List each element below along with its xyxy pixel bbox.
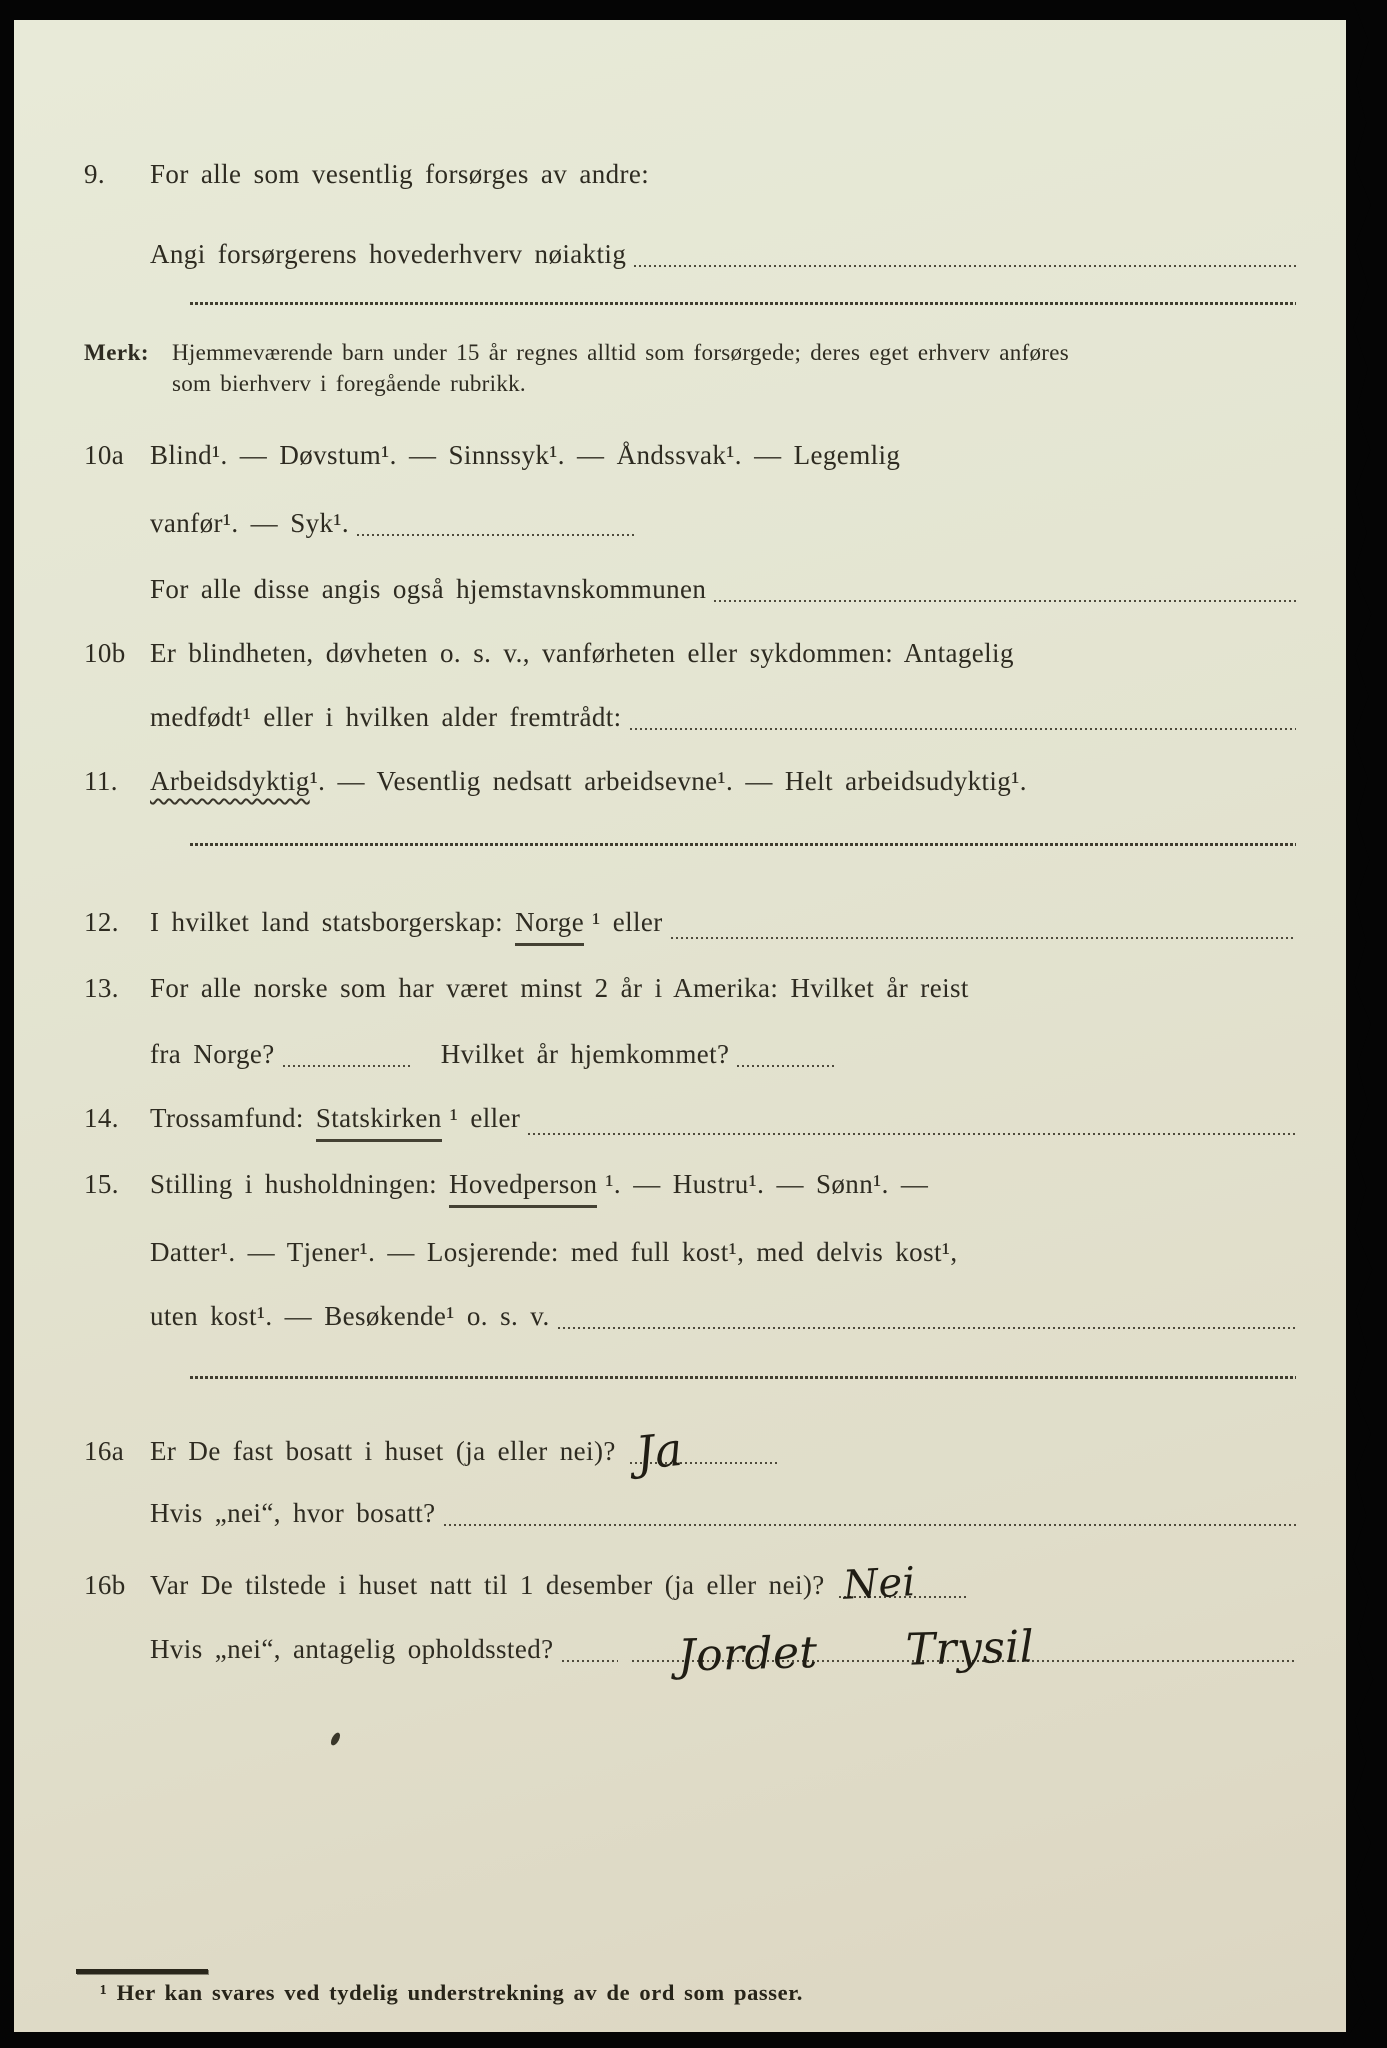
question-9-line-1 — [84, 154, 1296, 194]
question-text: Stilling i husholdningen: — [150, 1169, 438, 1199]
question-text: ¹ eller — [592, 907, 663, 937]
question-number: 10b — [84, 638, 126, 668]
question-text: Hvis „nei“, hvor bosatt? — [150, 1498, 436, 1528]
question-number: 11. — [84, 766, 118, 796]
question-10a-line-2 — [84, 503, 1296, 543]
question-number: 14. — [84, 1103, 119, 1133]
question-text: Hvis „nei“, antagelig opholdssted? — [150, 1634, 554, 1664]
paper-sheet — [14, 20, 1346, 2032]
question-text: Var De tilstede i huset natt til 1 desember (ja eller nei)? — [150, 1570, 825, 1600]
question-text: fra Norge? — [150, 1039, 275, 1069]
question-number: 10a — [84, 440, 125, 470]
note-merk — [84, 337, 1296, 399]
divider-dotted-line — [190, 302, 1296, 305]
question-13-line-1 — [84, 968, 1296, 1008]
question-text: Blind¹. — Døvstum¹. — Sinnssyk¹. — Åndssvak¹. — Legemlig — [150, 440, 901, 470]
question-16b-line-2 — [84, 1621, 1296, 1682]
question-10b-line-2 — [84, 697, 1296, 737]
hand-underlined-word: Statskirken — [316, 1098, 442, 1142]
answer-dotted-line — [671, 937, 1296, 939]
handwritten-answer-ja: Ja — [633, 1421, 686, 1481]
answer-dotted-line — [558, 1327, 1296, 1329]
hand-underlined-word: Norge — [515, 902, 584, 946]
answer-dotted-line — [737, 1065, 837, 1067]
merk-label: Merk: — [84, 340, 150, 365]
answer-dotted-line — [630, 728, 1296, 730]
question-15-line-1 — [84, 1164, 1296, 1208]
question-text: I hvilket land statsborgerskap: — [150, 907, 504, 937]
answer-dotted-line — [839, 1559, 969, 1609]
question-text: For alle norske som har været minst 2 år i Amerika: Hvilket år reist — [150, 973, 969, 1003]
question-10a-line-3 — [84, 569, 1296, 609]
question-text: For alle disse angis også hjemstavnskommunen — [150, 574, 707, 604]
question-16b-line-1 — [84, 1559, 1296, 1609]
question-text: medfødt¹ eller i hvilken alder fremtrådt: — [150, 702, 622, 732]
answer-dotted-line — [283, 1065, 411, 1067]
divider-dotted-line — [190, 843, 1296, 846]
question-text: Angi forsørgerens hovederhverv nøiaktig — [150, 239, 627, 269]
answer-dotted-line — [634, 265, 1296, 267]
question-text: Hvilket år hjemkommet? — [440, 1039, 730, 1069]
question-text: vanfør¹. — Syk¹. — [150, 508, 350, 538]
question-11 — [84, 761, 1296, 801]
question-text: Trossamfund: — [150, 1103, 304, 1133]
hand-underlined-word: Hovedperson — [449, 1164, 597, 1208]
question-text: uten kost¹. — Besøkende¹ o. s. v. — [150, 1301, 550, 1331]
answer-dotted-line — [357, 534, 637, 536]
question-14 — [84, 1098, 1296, 1142]
answer-dotted-line — [630, 1421, 780, 1481]
question-13-line-2 — [84, 1034, 1296, 1074]
question-16a-line-1 — [84, 1421, 1296, 1481]
question-number: 13. — [84, 973, 119, 1003]
question-text: ¹. — Vesentlig nedsatt arbeidsevne¹. — Helt arbeidsudyktig¹. — [309, 766, 1027, 796]
question-15-line-2 — [84, 1232, 1296, 1272]
footnote-text: ¹ Her kan svares ved tydelig understrekning av de ord som passer. — [100, 1980, 803, 2005]
question-text: Er De fast bosatt i huset (ja eller nei)? — [150, 1436, 616, 1466]
question-16a-line-2 — [84, 1493, 1296, 1533]
question-text: ¹ eller — [449, 1103, 521, 1133]
question-number: 12. — [84, 907, 119, 937]
merk-text: Hjemmeværende barn under 15 år regnes alltid som forsørgede; deres eget erhverv anføres som bierhverv i foregående rubrikk. — [172, 340, 1070, 396]
handwritten-answer-nei: Nei — [841, 1559, 917, 1609]
torn-paper-edge — [1341, 0, 1387, 2048]
hand-underlined-word: Arbeidsdyktig — [150, 766, 310, 796]
question-number: 15. — [84, 1169, 119, 1199]
question-10a-line-1 — [84, 435, 1296, 475]
handwritten-answer-location: Jordet Trysil — [676, 1621, 1035, 1682]
footnote-rule — [76, 1969, 208, 1974]
question-15-line-3 — [84, 1296, 1296, 1336]
footnote — [66, 1969, 803, 2006]
ink-speck — [329, 1731, 342, 1747]
answer-dotted-line — [562, 1660, 618, 1662]
question-12 — [84, 902, 1296, 946]
divider-dotted-line — [190, 1376, 1296, 1379]
question-number: 16a — [84, 1436, 125, 1466]
question-text: Er blindheten, døvheten o. s. v., vanførheten eller sykdommen: Antagelig — [150, 638, 1014, 668]
answer-dotted-line — [632, 1621, 1296, 1682]
question-number: 9. — [84, 159, 106, 189]
answer-dotted-line — [528, 1133, 1296, 1135]
question-text: ¹. — Hustru¹. — Sønn¹. — — [605, 1169, 929, 1199]
question-text: For alle som vesentlig forsørges av andre: — [150, 159, 650, 189]
question-text: Datter¹. — Tjener¹. — Losjerende: med full kost¹, med delvis kost¹, — [150, 1237, 958, 1267]
question-number: 16b — [84, 1570, 126, 1600]
answer-dotted-line — [714, 600, 1296, 602]
question-10b-line-1 — [84, 633, 1296, 673]
answer-dotted-line — [444, 1524, 1296, 1526]
question-9-line-2 — [84, 234, 1296, 274]
